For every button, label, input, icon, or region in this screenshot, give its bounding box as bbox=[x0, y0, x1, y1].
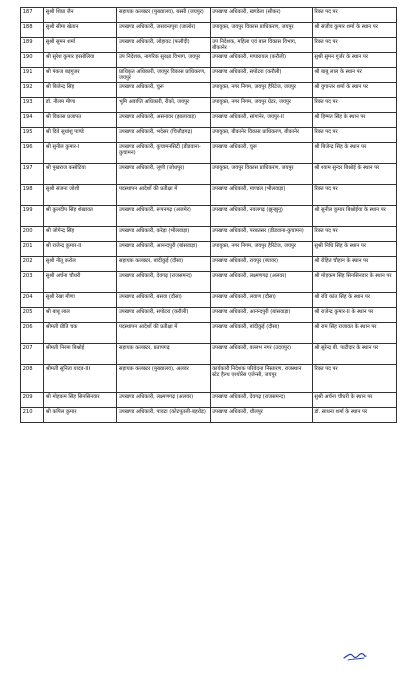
remark-cell: रिक्त पद पर bbox=[312, 98, 396, 113]
serial-number-cell: 198 bbox=[21, 185, 44, 206]
table-row bbox=[21, 293, 397, 308]
table-row bbox=[21, 242, 397, 257]
remark-cell: श्री राजेन्द्र कुमार-II के स्थान पर bbox=[312, 308, 396, 323]
new-posting-cell: उपखण्ड अधिकारी, सपोटरा (करौली) bbox=[210, 68, 312, 83]
table-row bbox=[21, 323, 397, 344]
table-row bbox=[21, 308, 397, 323]
current-posting-cell: उपखण्ड अधिकारी, भदेसर (चित्तौड़गढ़) bbox=[117, 128, 210, 143]
remark-cell: रिक्त पद पर bbox=[312, 8, 396, 23]
serial-number-cell: 196 bbox=[21, 143, 44, 164]
officer-name-cell: श्री पुखराज कसोटिया bbox=[44, 164, 117, 185]
current-posting-cell: भूमि अवाप्ति अधिकारी, रीको, जयपुर bbox=[117, 98, 210, 113]
current-posting-cell: उपखण्ड अधिकारी, सपोटरा (करौली) bbox=[117, 308, 210, 323]
remark-cell: श्री युगान्तर शर्मा के स्थान पर bbox=[312, 83, 396, 98]
serial-number-cell: 194 bbox=[21, 113, 44, 128]
new-posting-cell: उपखण्ड अधिकारी, देवगढ़ (राजसमन्द) bbox=[210, 393, 312, 408]
remark-cell: श्री हिम्मत सिंह के स्थान पर bbox=[312, 113, 396, 128]
current-posting-cell: उप निदेशक, नागरिक सुरक्षा विभाग, जयपुर bbox=[117, 53, 210, 68]
new-posting-cell: उपायुक्त, नगर निगम, जयपुर हैरिटेज, जयपुर bbox=[210, 242, 312, 257]
current-posting-cell: उपखण्ड अधिकारी, लक्ष्मणगढ़ (अलवर) bbox=[117, 393, 210, 408]
current-posting-cell: उपखण्ड अधिकारी, रूपनगढ़ (अजमेर) bbox=[117, 206, 210, 227]
current-posting-cell: सहायक कलक्टर, प्रतापगढ़ bbox=[117, 344, 210, 365]
current-posting-cell: उपखण्ड अधिकारी, लूणी (जोधपुर) bbox=[117, 164, 210, 185]
table-row bbox=[21, 128, 397, 143]
new-posting-cell: उपखण्ड अधिकारी, वल्लभ नगर (उदयपुर) bbox=[210, 344, 312, 365]
officer-name-cell: सुश्री अर्चना चौधरी bbox=[44, 272, 117, 293]
remark-cell: श्री रोहित चौहान के स्थान पर bbox=[312, 257, 396, 272]
officer-name-cell: श्री राजेन्द्र कुमार-II bbox=[44, 242, 117, 257]
table-row bbox=[21, 38, 397, 53]
current-posting-cell: उपखण्ड अधिकारी, देवगढ़ (राजसमन्द) bbox=[117, 272, 210, 293]
officer-name-cell: श्री बिजेन्द्र सिंह bbox=[44, 83, 117, 98]
current-posting-cell: सहायक कलक्टर (मुख्यालय), बस्सी (जयपुर) bbox=[117, 8, 210, 23]
serial-number-cell: 195 bbox=[21, 128, 44, 143]
remark-cell: रिक्त पद पर bbox=[312, 38, 396, 53]
new-posting-cell: उपखण्ड अधिकारी, नवलगढ़ (झुन्झुनू) bbox=[210, 206, 312, 227]
remark-cell: सुश्री सुमन गुर्जर के स्थान पर bbox=[312, 53, 396, 68]
new-posting-cell: उपखण्ड अधिकारी, चुरू bbox=[210, 143, 312, 164]
serial-number-cell: 208 bbox=[21, 365, 44, 393]
serial-number-cell: 192 bbox=[21, 83, 44, 98]
current-posting-cell: उपखण्ड अधिकारी, जसवन्तपुरा (जालोर) bbox=[117, 23, 210, 38]
remark-cell: श्री संजीव कुमार शर्मा के स्थान पर bbox=[312, 23, 396, 38]
serial-number-cell: 199 bbox=[21, 206, 44, 227]
table-row bbox=[21, 272, 397, 293]
table-row bbox=[21, 344, 397, 365]
table-row bbox=[21, 206, 397, 227]
table-row bbox=[21, 68, 397, 83]
table-row bbox=[21, 227, 397, 242]
table-row bbox=[21, 23, 397, 38]
table-row bbox=[21, 257, 397, 272]
table-row bbox=[21, 185, 397, 206]
officer-name-cell: श्री पंकज बड़गुजर bbox=[44, 68, 117, 83]
serial-number-cell: 207 bbox=[21, 344, 44, 365]
current-posting-cell: उपखण्ड अधिकारी, चुरू bbox=[117, 83, 210, 98]
new-posting-cell: उपखण्ड अधिकारी, खण्डेला (सीकर) bbox=[210, 8, 312, 23]
table-row bbox=[21, 393, 397, 408]
remark-cell: श्री सुरेन्द्र बी. पाटीदार के स्थान पर bbox=[312, 344, 396, 365]
serial-number-cell: 201 bbox=[21, 242, 44, 257]
current-posting-cell: पदस्थापन आदेशों की प्रतीक्षा में bbox=[117, 185, 210, 206]
officer-name-cell: श्री कुलदीप सिंह शेखावत bbox=[44, 206, 117, 227]
table-row bbox=[21, 164, 397, 185]
remark-cell: रिक्त पद पर bbox=[312, 185, 396, 206]
remark-cell: श्री बिजेन्द्र सिंह के स्थान पर bbox=[312, 143, 396, 164]
remark-cell: सुश्री अर्चना चौधरी के स्थान पर bbox=[312, 393, 396, 408]
new-posting-cell: उपायुक्त, जयपुर विकास प्राधिकरण, जयपुर bbox=[210, 164, 312, 185]
serial-number-cell: 191 bbox=[21, 68, 44, 83]
remark-cell: रिक्त पद पर bbox=[312, 128, 396, 143]
new-posting-cell: उपायुक्त, बीकानेर विकास प्राधिकरण, बीकानेर bbox=[210, 128, 312, 143]
officer-name-cell: सुश्री शिप्रा जैन bbox=[44, 8, 117, 23]
table-row bbox=[21, 53, 397, 68]
new-posting-cell: उपखण्ड अधिकारी, बांदीकुई (दौसा) bbox=[210, 323, 312, 344]
current-posting-cell: सहायक कलक्टर, बांदीकुई (दौसा) bbox=[117, 257, 210, 272]
table-row bbox=[21, 8, 397, 23]
new-posting-cell: उपखण्ड अधिकारी, परबतसर (डीडवाना-कुचामन) bbox=[210, 227, 312, 242]
table-row bbox=[21, 143, 397, 164]
serial-number-cell: 197 bbox=[21, 164, 44, 185]
officer-name-cell: सुश्री सीमा खेतान bbox=[44, 23, 117, 38]
table-row bbox=[21, 83, 397, 98]
serial-number-cell: 188 bbox=[21, 23, 44, 38]
current-posting-cell: सहायक कलक्टर (मुख्यालय), अलवर bbox=[117, 365, 210, 393]
current-posting-cell: उपखण्ड अधिकारी, कुचामनसिटी (डीडवाना-कुचामन) bbox=[117, 143, 210, 164]
serial-number-cell: 210 bbox=[21, 408, 44, 423]
new-posting-cell: उपायुक्त, नगर निगम, जयपुर ग्रेटर, जयपुर bbox=[210, 98, 312, 113]
officer-name-cell: श्री जोगेन्द्र सिंह bbox=[44, 227, 117, 242]
handwritten-signature bbox=[342, 648, 368, 662]
new-posting-cell: उपखण्ड अधिकारी, आनन्दपुरी (बांसवाड़ा) bbox=[210, 308, 312, 323]
current-posting-cell: पदस्थापन आदेशों की प्रतीक्षा में bbox=[117, 323, 210, 344]
remark-cell: श्री सुनील कुमार बिश्नोईया के स्थान पर bbox=[312, 206, 396, 227]
serial-number-cell: 206 bbox=[21, 323, 44, 344]
remark-cell: श्री मोहकम सिंह सिनसिनवार के स्थान पर bbox=[312, 272, 396, 293]
new-posting-cell: उपायुक्त, जयपुर विकास प्राधिकरण, जयपुर bbox=[210, 23, 312, 38]
serial-number-cell: 204 bbox=[21, 293, 44, 308]
officer-name-cell: श्री सुरेश कुमार हरसोलिया bbox=[44, 53, 117, 68]
serial-number-cell: 203 bbox=[21, 272, 44, 293]
current-posting-cell: उपखण्ड अधिकारी, आनन्दपुरी (बांसवाड़ा) bbox=[117, 242, 210, 257]
serial-number-cell: 202 bbox=[21, 257, 44, 272]
current-posting-cell: उपखण्ड अधिकारी, करेड़ा (भीलवाड़ा) bbox=[117, 227, 210, 242]
serial-number-cell: 190 bbox=[21, 53, 44, 68]
officer-name-cell: श्रीमती सुनिता यादव-III bbox=[44, 365, 117, 393]
officer-name-cell: श्रीमती निरमा बिश्नोई bbox=[44, 344, 117, 365]
officer-name-cell: सुश्री संजना जोशी bbox=[44, 185, 117, 206]
remark-cell: रिक्त पद पर bbox=[312, 227, 396, 242]
current-posting-cell: उपखण्ड अधिकारी, असनावर (झालावाड़) bbox=[117, 113, 210, 128]
table-row bbox=[21, 98, 397, 113]
officer-name-cell: श्री बाबू लाल bbox=[44, 308, 117, 323]
remark-cell: श्री रवि कांत सिंह के स्थान पर bbox=[312, 293, 396, 308]
new-posting-cell: उपखण्ड अधिकारी, लक्ष्मणगढ़ (अलवर) bbox=[210, 272, 312, 293]
new-posting-cell: उपखण्ड अधिकारी, धौलपुर bbox=[210, 408, 312, 423]
remark-cell: श्री राम सिंह राजावत के स्थान पर bbox=[312, 323, 396, 344]
table-body bbox=[21, 8, 397, 423]
table-row bbox=[21, 408, 397, 423]
remark-cell: डॉ. साधना शर्मा के स्थान पर bbox=[312, 408, 396, 423]
remark-cell: रिक्त पद पर bbox=[312, 365, 396, 393]
officer-name-cell: श्री विकास प्रजापत bbox=[44, 113, 117, 128]
remark-cell: सुश्री निधि सिंह के स्थान पर bbox=[312, 242, 396, 257]
officer-name-cell: श्रीमती प्रीति चक bbox=[44, 323, 117, 344]
serial-number-cell: 187 bbox=[21, 8, 44, 23]
current-posting-cell: उपखण्ड अधिकारी, लोहावट (फलौदी) bbox=[117, 38, 210, 53]
officer-name-cell: डॉ. नीलम मीणा bbox=[44, 98, 117, 113]
new-posting-cell: उपखण्ड अधिकारी, माण्डल (भीलवाड़ा) bbox=[210, 185, 312, 206]
current-posting-cell: प्राधिकृत अधिकारी, जयपुर विकास प्राधिकरण, जयपुर bbox=[117, 68, 210, 83]
current-posting-cell: उपखण्ड अधिकारी, पावटा (कोटपूतली-बहरोड़) bbox=[117, 408, 210, 423]
new-posting-cell: उप निदेशक, महिला एवं बाल विकास विभाग, बीकानेर bbox=[210, 38, 312, 53]
officer-name-cell: श्री सुनील कुमार-I bbox=[44, 143, 117, 164]
serial-number-cell: 209 bbox=[21, 393, 44, 408]
table-row bbox=[21, 365, 397, 393]
remark-cell: श्री श्याम सुन्दर बिश्नोई के स्थान पर bbox=[312, 164, 396, 185]
transfer-orders-table bbox=[20, 7, 397, 423]
new-posting-cell: उपखण्ड अधिकारी, लवाण (दौसा) bbox=[210, 293, 312, 308]
current-posting-cell: उपखण्ड अधिकारी, बसवा (दौसा) bbox=[117, 293, 210, 308]
serial-number-cell: 189 bbox=[21, 38, 44, 53]
serial-number-cell: 200 bbox=[21, 227, 44, 242]
officer-name-cell: सुश्री नीतू करोल bbox=[44, 257, 117, 272]
officer-name-cell: सुश्री सुमन शर्मा bbox=[44, 38, 117, 53]
new-posting-cell: कार्यकारी निदेशक परिवेदना निस्तारण, राजस्थान स्टेट हैल्थ एश्योरेंस एजेन्सी, जयपुर bbox=[210, 365, 312, 393]
new-posting-cell: उपायुक्त, नगर निगम, जयपुर हैरिटेज, जयपुर bbox=[210, 83, 312, 98]
new-posting-cell: उपखण्ड अधिकारी, रायपुर (ब्यावर) bbox=[210, 257, 312, 272]
serial-number-cell: 205 bbox=[21, 308, 44, 323]
officer-name-cell: श्री कपिल कुमार bbox=[44, 408, 117, 423]
new-posting-cell: उपखण्ड अधिकारी, मण्डरायल (करौली) bbox=[210, 53, 312, 68]
remark-cell: श्री बाबू लाल के स्थान पर bbox=[312, 68, 396, 83]
officer-name-cell: श्री मोहकम सिंह सिनसिनवार bbox=[44, 393, 117, 408]
officer-name-cell: श्री दिवे सुधांशु पाण्डे bbox=[44, 128, 117, 143]
serial-number-cell: 193 bbox=[21, 98, 44, 113]
new-posting-cell: उपखण्ड अधिकारी, सांगानेर, जयपुर-II bbox=[210, 113, 312, 128]
table-row bbox=[21, 113, 397, 128]
officer-name-cell: सुश्री रेखा मीणा bbox=[44, 293, 117, 308]
